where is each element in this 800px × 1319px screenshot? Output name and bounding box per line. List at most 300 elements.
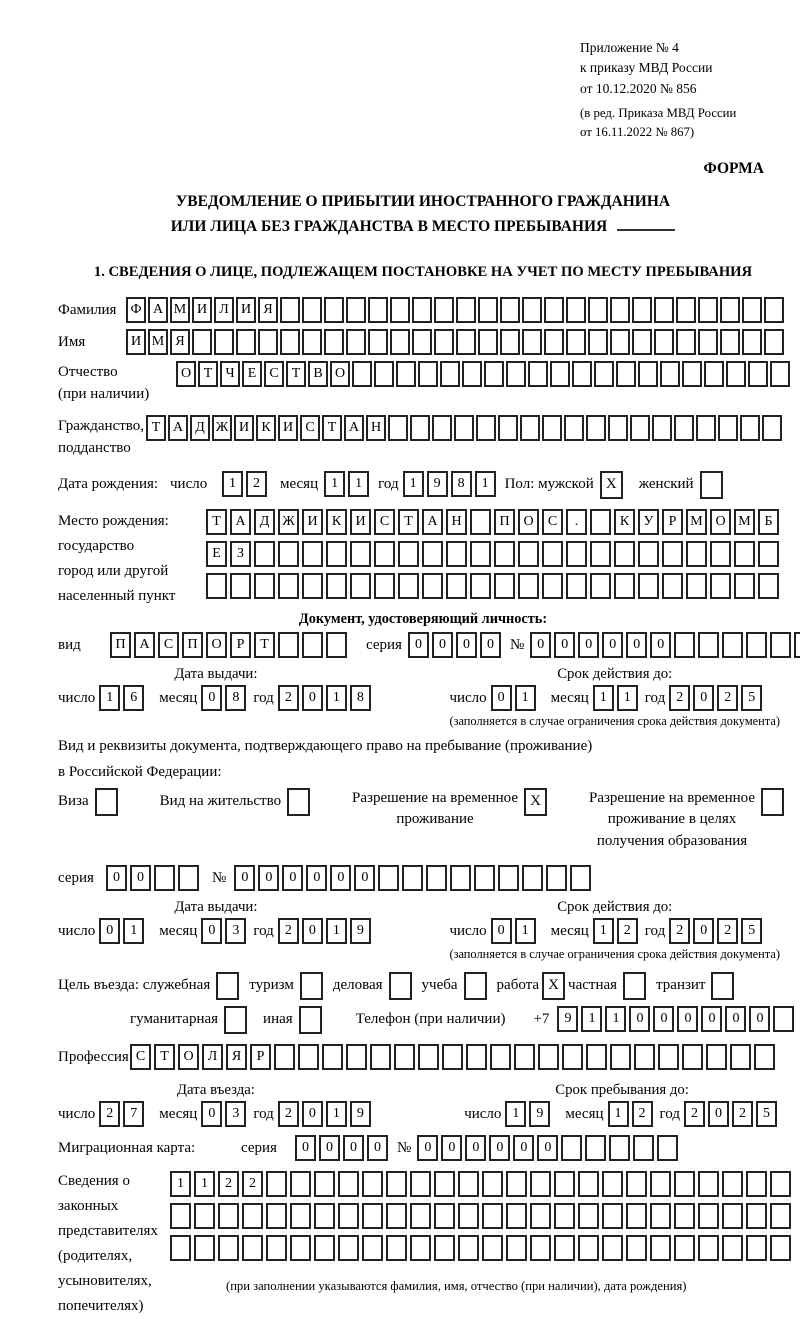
form-cell[interactable] (390, 297, 410, 323)
form-cell[interactable] (674, 415, 694, 441)
form-cell[interactable] (242, 1203, 263, 1229)
form-cell[interactable] (572, 361, 592, 387)
form-cell[interactable] (440, 361, 460, 387)
form-cell[interactable]: 0 (234, 865, 255, 891)
form-cell[interactable]: М (148, 329, 168, 355)
form-cell[interactable] (446, 541, 467, 567)
form-cell[interactable] (602, 1171, 623, 1197)
form-cell[interactable]: 1 (505, 1101, 526, 1127)
form-cell[interactable] (302, 297, 322, 323)
form-cell[interactable] (206, 573, 227, 599)
form-cell[interactable]: М (686, 509, 707, 535)
form-cell[interactable] (178, 865, 199, 891)
purpose-private-checkbox[interactable] (623, 972, 646, 1000)
form-cell[interactable] (722, 1235, 743, 1261)
form-cell[interactable] (632, 297, 652, 323)
form-cell[interactable]: С (158, 632, 179, 658)
form-cell[interactable]: Т (146, 415, 166, 441)
form-cell[interactable] (280, 329, 300, 355)
form-cell[interactable] (528, 361, 548, 387)
form-cell[interactable]: Т (154, 1044, 175, 1070)
form-cell[interactable] (500, 297, 520, 323)
form-cell[interactable] (588, 329, 608, 355)
form-cell[interactable]: Ч (220, 361, 240, 387)
form-cell[interactable] (362, 1171, 383, 1197)
form-cell[interactable] (506, 361, 526, 387)
form-cell[interactable] (338, 1171, 359, 1197)
form-cell[interactable] (522, 865, 543, 891)
form-cell[interactable]: О (178, 1044, 199, 1070)
form-cell[interactable]: 0 (201, 685, 222, 711)
form-cell[interactable] (326, 541, 347, 567)
form-cell[interactable] (720, 329, 740, 355)
form-cell[interactable] (590, 541, 611, 567)
form-cell[interactable] (698, 297, 718, 323)
form-cell[interactable]: Т (398, 509, 419, 535)
form-cell[interactable] (434, 1203, 455, 1229)
form-cell[interactable] (462, 361, 482, 387)
form-cell[interactable]: 5 (756, 1101, 777, 1127)
form-cell[interactable] (230, 573, 251, 599)
form-cell[interactable]: Н (366, 415, 386, 441)
form-cell[interactable]: 2 (242, 1171, 263, 1197)
form-cell[interactable] (280, 297, 300, 323)
form-cell[interactable] (585, 1135, 606, 1161)
form-cell[interactable]: А (344, 415, 364, 441)
form-cell[interactable] (698, 632, 719, 658)
form-cell[interactable]: Т (206, 509, 227, 535)
form-cell[interactable]: П (182, 632, 203, 658)
form-cell[interactable] (660, 361, 680, 387)
form-cell[interactable] (266, 1235, 287, 1261)
sex-female-checkbox[interactable] (700, 471, 723, 499)
form-cell[interactable]: 2 (246, 471, 267, 497)
form-cell[interactable] (278, 541, 299, 567)
form-cell[interactable]: 0 (282, 865, 303, 891)
form-cell[interactable]: 0 (354, 865, 375, 891)
form-cell[interactable] (338, 1235, 359, 1261)
form-cell[interactable] (410, 1203, 431, 1229)
form-cell[interactable] (482, 1171, 503, 1197)
form-cell[interactable] (412, 297, 432, 323)
form-cell[interactable] (290, 1171, 311, 1197)
form-cell[interactable]: 2 (717, 918, 738, 944)
form-cell[interactable]: К (614, 509, 635, 535)
form-cell[interactable]: 0 (491, 685, 512, 711)
form-cell[interactable] (746, 1171, 767, 1197)
form-cell[interactable]: 8 (225, 685, 246, 711)
form-cell[interactable]: 1 (605, 1006, 626, 1032)
form-cell[interactable] (278, 632, 299, 658)
form-cell[interactable] (278, 573, 299, 599)
form-cell[interactable] (602, 1203, 623, 1229)
form-cell[interactable]: 0 (465, 1135, 486, 1161)
form-cell[interactable] (654, 297, 674, 323)
form-cell[interactable]: 9 (350, 1101, 371, 1127)
form-cell[interactable] (632, 329, 652, 355)
form-cell[interactable]: А (134, 632, 155, 658)
temp-residence-checkbox[interactable]: X (524, 788, 547, 816)
form-cell[interactable] (734, 541, 755, 567)
form-cell[interactable] (520, 415, 540, 441)
form-cell[interactable]: 0 (602, 632, 623, 658)
form-cell[interactable] (722, 1203, 743, 1229)
form-cell[interactable]: 0 (725, 1006, 746, 1032)
form-cell[interactable] (324, 329, 344, 355)
form-cell[interactable]: 2 (717, 685, 738, 711)
form-cell[interactable] (218, 1203, 239, 1229)
form-cell[interactable]: 1 (581, 1006, 602, 1032)
form-cell[interactable] (346, 297, 366, 323)
form-cell[interactable] (458, 1203, 479, 1229)
form-cell[interactable] (478, 329, 498, 355)
form-cell[interactable]: 0 (480, 632, 501, 658)
form-cell[interactable] (794, 632, 800, 658)
purpose-tourism-checkbox[interactable] (300, 972, 323, 1000)
form-cell[interactable]: 1 (593, 685, 614, 711)
form-cell[interactable] (562, 1044, 583, 1070)
form-cell[interactable]: М (734, 509, 755, 535)
form-cell[interactable] (314, 1171, 335, 1197)
form-cell[interactable] (578, 1203, 599, 1229)
form-cell[interactable]: 2 (218, 1171, 239, 1197)
form-cell[interactable]: А (422, 509, 443, 535)
form-cell[interactable]: Т (198, 361, 218, 387)
form-cell[interactable]: 0 (489, 1135, 510, 1161)
form-cell[interactable]: И (126, 329, 146, 355)
form-cell[interactable]: Я (226, 1044, 247, 1070)
form-cell[interactable]: Я (170, 329, 190, 355)
form-cell[interactable] (386, 1203, 407, 1229)
form-cell[interactable] (662, 541, 683, 567)
form-cell[interactable] (586, 1044, 607, 1070)
form-cell[interactable]: 9 (427, 471, 448, 497)
form-cell[interactable] (564, 415, 584, 441)
form-cell[interactable] (482, 1235, 503, 1261)
form-cell[interactable]: 0 (677, 1006, 698, 1032)
form-cell[interactable]: 0 (708, 1101, 729, 1127)
form-cell[interactable] (538, 1044, 559, 1070)
form-cell[interactable] (676, 297, 696, 323)
form-cell[interactable] (476, 415, 496, 441)
form-cell[interactable] (388, 415, 408, 441)
form-cell[interactable] (544, 329, 564, 355)
form-cell[interactable] (350, 573, 371, 599)
form-cell[interactable]: К (326, 509, 347, 535)
form-cell[interactable] (302, 573, 323, 599)
form-cell[interactable]: И (192, 297, 212, 323)
form-cell[interactable]: О (710, 509, 731, 535)
form-cell[interactable] (710, 573, 731, 599)
form-cell[interactable]: 0 (650, 632, 671, 658)
form-cell[interactable] (398, 541, 419, 567)
form-cell[interactable]: Т (254, 632, 275, 658)
form-cell[interactable]: 7 (123, 1101, 144, 1127)
form-cell[interactable]: 0 (629, 1006, 650, 1032)
form-cell[interactable]: 0 (693, 918, 714, 944)
form-cell[interactable] (192, 329, 212, 355)
form-cell[interactable] (458, 1235, 479, 1261)
form-cell[interactable]: 1 (593, 918, 614, 944)
form-cell[interactable] (506, 1203, 527, 1229)
form-cell[interactable] (674, 1171, 695, 1197)
form-cell[interactable] (554, 1203, 575, 1229)
form-cell[interactable]: 0 (537, 1135, 558, 1161)
form-cell[interactable]: Я (258, 297, 278, 323)
form-cell[interactable] (494, 573, 515, 599)
form-cell[interactable] (770, 1171, 791, 1197)
form-cell[interactable] (302, 541, 323, 567)
form-cell[interactable] (500, 329, 520, 355)
form-cell[interactable] (746, 1203, 767, 1229)
form-cell[interactable] (554, 1235, 575, 1261)
form-cell[interactable]: 0 (441, 1135, 462, 1161)
form-cell[interactable] (626, 1203, 647, 1229)
temp-residence-edu-checkbox[interactable] (761, 788, 784, 816)
form-cell[interactable] (546, 865, 567, 891)
form-cell[interactable]: 1 (403, 471, 424, 497)
purpose-transit-checkbox[interactable] (711, 972, 734, 1000)
form-cell[interactable] (518, 541, 539, 567)
form-cell[interactable] (610, 297, 630, 323)
form-cell[interactable] (470, 573, 491, 599)
form-cell[interactable]: Ж (212, 415, 232, 441)
purpose-humanitarian-checkbox[interactable] (224, 1006, 247, 1034)
form-cell[interactable] (638, 541, 659, 567)
form-cell[interactable] (588, 297, 608, 323)
form-cell[interactable] (650, 1171, 671, 1197)
form-cell[interactable]: Р (250, 1044, 271, 1070)
form-cell[interactable]: Т (286, 361, 306, 387)
form-cell[interactable] (770, 361, 790, 387)
form-cell[interactable]: 9 (557, 1006, 578, 1032)
form-cell[interactable] (454, 415, 474, 441)
form-cell[interactable]: С (264, 361, 284, 387)
form-cell[interactable]: 0 (554, 632, 575, 658)
form-cell[interactable] (258, 329, 278, 355)
form-cell[interactable] (633, 1135, 654, 1161)
form-cell[interactable] (616, 361, 636, 387)
form-cell[interactable]: С (374, 509, 395, 535)
form-cell[interactable]: 2 (617, 918, 638, 944)
form-cell[interactable]: И (278, 415, 298, 441)
form-cell[interactable] (456, 297, 476, 323)
form-cell[interactable]: 1 (326, 918, 347, 944)
form-cell[interactable] (314, 1235, 335, 1261)
form-cell[interactable]: Е (206, 541, 227, 567)
form-cell[interactable] (682, 361, 702, 387)
form-cell[interactable] (432, 415, 452, 441)
form-cell[interactable] (170, 1203, 191, 1229)
form-cell[interactable] (566, 541, 587, 567)
form-cell[interactable]: 0 (106, 865, 127, 891)
form-cell[interactable] (682, 1044, 703, 1070)
form-cell[interactable] (726, 361, 746, 387)
form-cell[interactable]: 1 (515, 918, 536, 944)
form-cell[interactable] (418, 1044, 439, 1070)
form-cell[interactable]: Б (758, 509, 779, 535)
form-cell[interactable]: 1 (326, 1101, 347, 1127)
form-cell[interactable] (630, 415, 650, 441)
form-cell[interactable]: А (230, 509, 251, 535)
form-cell[interactable] (412, 329, 432, 355)
form-cell[interactable]: 0 (343, 1135, 364, 1161)
form-cell[interactable]: 2 (99, 1101, 120, 1127)
form-cell[interactable]: 2 (632, 1101, 653, 1127)
form-cell[interactable] (426, 865, 447, 891)
form-cell[interactable] (706, 1044, 727, 1070)
form-cell[interactable] (542, 541, 563, 567)
form-cell[interactable]: 0 (456, 632, 477, 658)
form-cell[interactable]: И (236, 297, 256, 323)
purpose-other-checkbox[interactable] (299, 1006, 322, 1034)
form-cell[interactable]: 1 (326, 685, 347, 711)
form-cell[interactable]: 0 (295, 1135, 316, 1161)
form-cell[interactable] (470, 541, 491, 567)
form-cell[interactable]: 0 (302, 685, 323, 711)
form-cell[interactable] (770, 632, 791, 658)
form-cell[interactable]: О (518, 509, 539, 535)
form-cell[interactable] (482, 1203, 503, 1229)
form-cell[interactable]: 5 (741, 918, 762, 944)
form-cell[interactable]: 1 (324, 471, 345, 497)
form-cell[interactable] (470, 509, 491, 535)
form-cell[interactable]: Ф (126, 297, 146, 323)
form-cell[interactable] (722, 1171, 743, 1197)
form-cell[interactable]: 5 (741, 685, 762, 711)
form-cell[interactable] (170, 1235, 191, 1261)
form-cell[interactable] (498, 415, 518, 441)
purpose-business-checkbox[interactable] (389, 972, 412, 1000)
form-cell[interactable] (374, 573, 395, 599)
form-cell[interactable]: 1 (475, 471, 496, 497)
form-cell[interactable] (578, 1235, 599, 1261)
form-cell[interactable] (290, 1235, 311, 1261)
form-cell[interactable] (704, 361, 724, 387)
form-cell[interactable] (746, 1235, 767, 1261)
form-cell[interactable]: 8 (451, 471, 472, 497)
form-cell[interactable] (402, 865, 423, 891)
form-cell[interactable] (274, 1044, 295, 1070)
form-cell[interactable]: 1 (222, 471, 243, 497)
form-cell[interactable] (674, 1235, 695, 1261)
form-cell[interactable] (362, 1235, 383, 1261)
form-cell[interactable] (657, 1135, 678, 1161)
form-cell[interactable] (386, 1235, 407, 1261)
form-cell[interactable] (748, 361, 768, 387)
form-cell[interactable] (446, 573, 467, 599)
form-cell[interactable] (506, 1235, 527, 1261)
form-cell[interactable] (586, 415, 606, 441)
form-cell[interactable] (578, 1171, 599, 1197)
form-cell[interactable] (442, 1044, 463, 1070)
form-cell[interactable] (322, 1044, 343, 1070)
form-cell[interactable] (514, 1044, 535, 1070)
form-cell[interactable] (434, 297, 454, 323)
purpose-work-checkbox[interactable]: X (542, 972, 565, 1000)
purpose-official-checkbox[interactable] (216, 972, 239, 1000)
form-cell[interactable] (561, 1135, 582, 1161)
form-cell[interactable]: 2 (669, 918, 690, 944)
form-cell[interactable]: 0 (408, 632, 429, 658)
form-cell[interactable] (686, 573, 707, 599)
form-cell[interactable] (466, 1044, 487, 1070)
form-cell[interactable]: П (110, 632, 131, 658)
form-cell[interactable] (674, 1203, 695, 1229)
form-cell[interactable]: А (148, 297, 168, 323)
form-cell[interactable] (626, 1171, 647, 1197)
form-cell[interactable]: Т (322, 415, 342, 441)
form-cell[interactable] (242, 1235, 263, 1261)
form-cell[interactable] (722, 632, 743, 658)
form-cell[interactable]: 0 (693, 685, 714, 711)
form-cell[interactable] (362, 1203, 383, 1229)
form-cell[interactable]: К (256, 415, 276, 441)
form-cell[interactable]: 0 (302, 918, 323, 944)
form-cell[interactable] (676, 329, 696, 355)
form-cell[interactable]: 2 (669, 685, 690, 711)
form-cell[interactable]: И (302, 509, 323, 535)
form-cell[interactable]: П (494, 509, 515, 535)
form-cell[interactable] (352, 361, 372, 387)
form-cell[interactable] (566, 573, 587, 599)
form-cell[interactable] (770, 1235, 791, 1261)
form-cell[interactable]: О (206, 632, 227, 658)
form-cell[interactable]: Е (242, 361, 262, 387)
form-cell[interactable] (194, 1203, 215, 1229)
form-cell[interactable] (686, 541, 707, 567)
form-cell[interactable] (378, 865, 399, 891)
form-cell[interactable]: 0 (491, 918, 512, 944)
form-cell[interactable] (614, 573, 635, 599)
form-cell[interactable] (654, 329, 674, 355)
form-cell[interactable] (410, 415, 430, 441)
form-cell[interactable] (544, 297, 564, 323)
form-cell[interactable] (456, 329, 476, 355)
purpose-study-checkbox[interactable] (464, 972, 487, 1000)
form-cell[interactable] (530, 1235, 551, 1261)
form-cell[interactable] (742, 297, 762, 323)
form-cell[interactable]: 0 (130, 865, 151, 891)
form-cell[interactable] (609, 1135, 630, 1161)
form-cell[interactable]: 9 (350, 918, 371, 944)
form-cell[interactable] (522, 297, 542, 323)
form-cell[interactable]: Ж (278, 509, 299, 535)
form-cell[interactable]: Л (202, 1044, 223, 1070)
form-cell[interactable] (698, 329, 718, 355)
form-cell[interactable]: 0 (306, 865, 327, 891)
form-cell[interactable] (710, 541, 731, 567)
form-cell[interactable] (758, 541, 779, 567)
form-cell[interactable]: З (230, 541, 251, 567)
form-cell[interactable] (626, 1235, 647, 1261)
form-cell[interactable] (698, 1171, 719, 1197)
form-cell[interactable] (764, 329, 784, 355)
form-cell[interactable] (396, 361, 416, 387)
form-cell[interactable] (608, 415, 628, 441)
form-cell[interactable] (478, 297, 498, 323)
form-cell[interactable]: 2 (278, 1101, 299, 1127)
form-cell[interactable] (326, 573, 347, 599)
form-cell[interactable] (610, 329, 630, 355)
form-cell[interactable] (570, 865, 591, 891)
form-cell[interactable] (494, 541, 515, 567)
form-cell[interactable]: 1 (515, 685, 536, 711)
form-cell[interactable] (522, 329, 542, 355)
form-cell[interactable] (374, 361, 394, 387)
form-cell[interactable] (773, 1006, 794, 1032)
form-cell[interactable]: 2 (278, 918, 299, 944)
